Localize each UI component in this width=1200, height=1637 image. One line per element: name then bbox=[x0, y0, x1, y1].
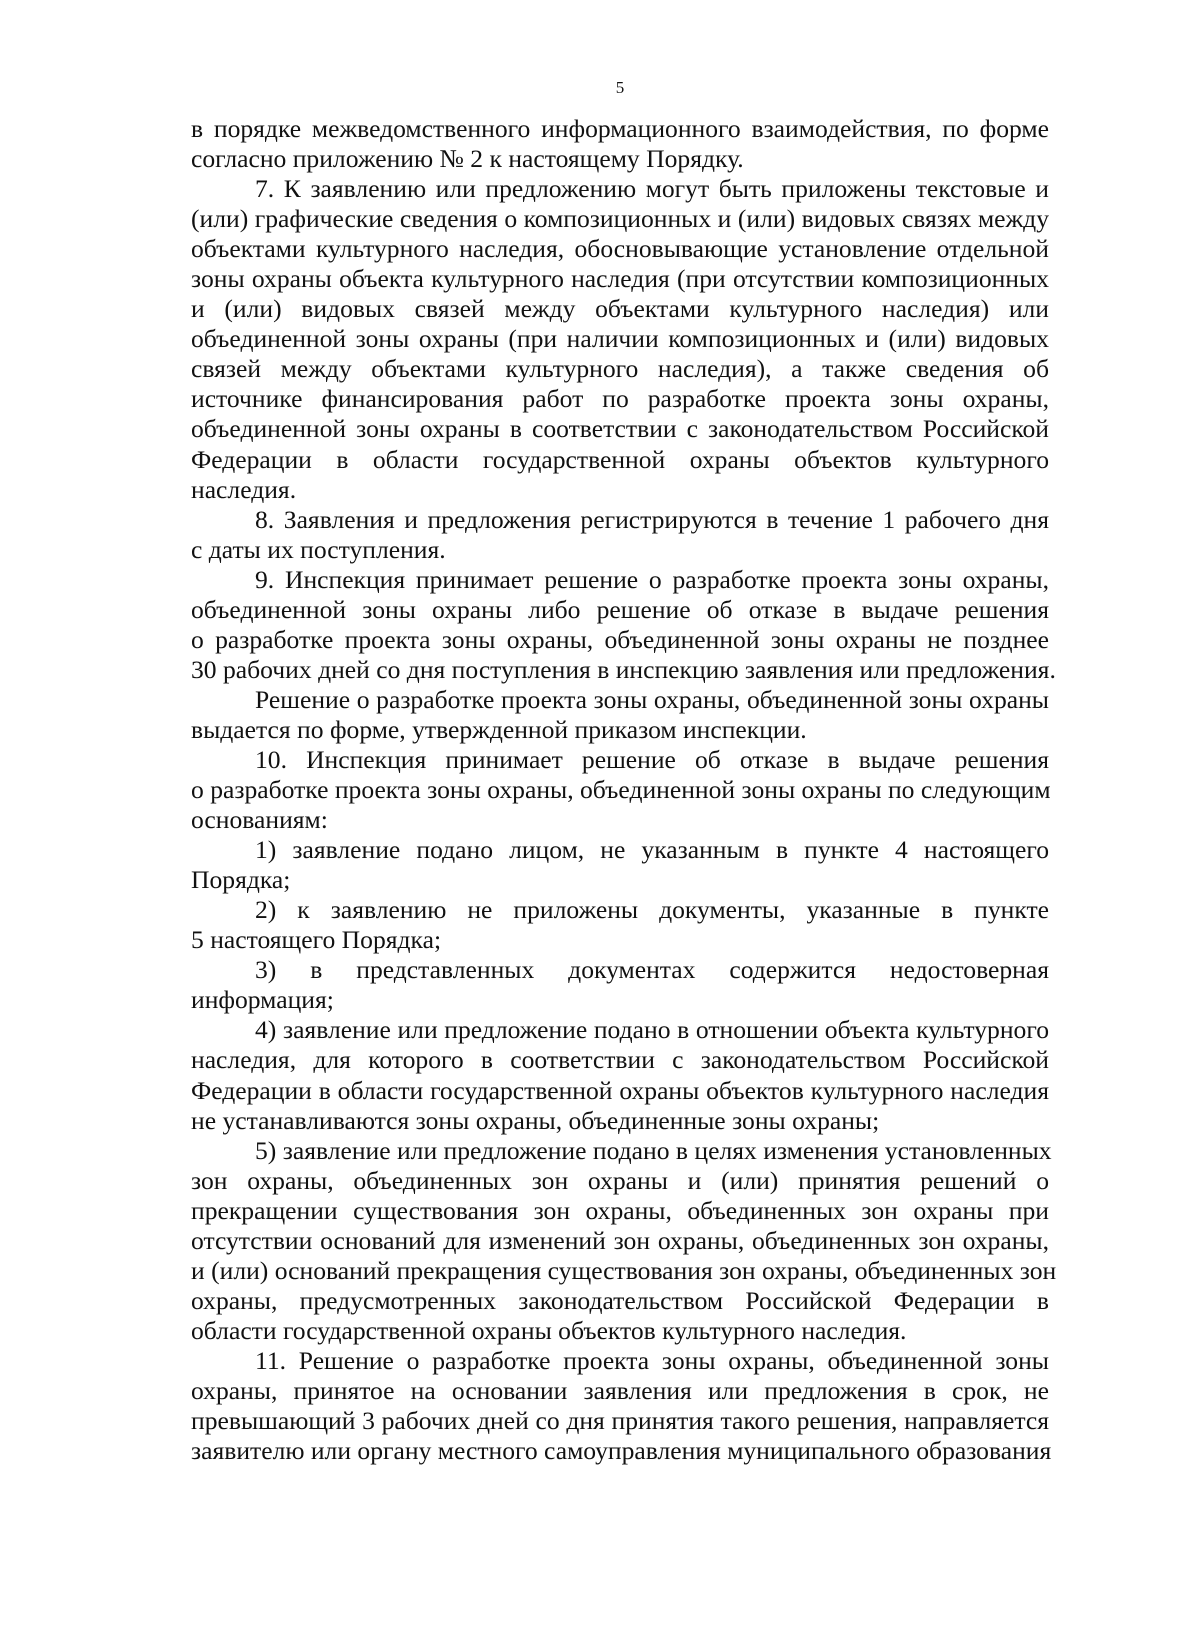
document-body bbox=[191, 114, 1057, 1466]
text-line: 10. Инспекция принимает решение об отказе в выдаче решения bbox=[255, 744, 1049, 774]
text-line: наследия, для которого в соответствии с законодательством Российской bbox=[191, 1045, 1049, 1075]
text-line: объединенной зоны охраны либо решение об отказе в выдаче решения bbox=[191, 594, 1049, 624]
text-line: 11. Решение о разработке проекта зоны охраны, объединенной зоны bbox=[255, 1345, 1049, 1375]
text-line: объектами культурного наследия, обосновывающие установление отдельной bbox=[191, 234, 1049, 264]
text-line: Федерации в области государственной охраны объектов культурного bbox=[191, 444, 1049, 474]
text-line: и (или) видовых связей между объектами культурного наследия) или bbox=[191, 294, 1049, 324]
text-line: и (или) оснований прекращения существования зон охраны, объединенных зон bbox=[191, 1255, 1057, 1285]
text-line: объединенной зоны охраны (при наличии композиционных и (или) видовых bbox=[191, 324, 1049, 354]
text-line: согласно приложению № 2 к настоящему Порядку. bbox=[191, 144, 744, 174]
text-line: с даты их поступления. bbox=[191, 534, 446, 564]
text-line: наследия. bbox=[191, 474, 297, 504]
text-line: о разработке проекта зоны охраны, объединенной зоны охраны по следующим bbox=[191, 775, 1051, 805]
text-line: Порядка; bbox=[191, 865, 291, 895]
text-line: информация; bbox=[191, 985, 334, 1015]
text-line: 2) к заявлению не приложены документы, указанные в пункте bbox=[255, 895, 1049, 925]
text-line: прекращении существования зон охраны, объединенных зон охраны при bbox=[191, 1195, 1049, 1225]
text-line: о разработке проекта зоны охраны, объединенной зоны охраны не позднее bbox=[191, 624, 1049, 654]
text-line: 9. Инспекция принимает решение о разработке проекта зоны охраны, bbox=[255, 564, 1049, 594]
text-line: отсутствии оснований для изменений зон охраны, объединенных зон охраны, bbox=[191, 1225, 1049, 1255]
page-number: 5 bbox=[615, 78, 625, 97]
text-line: зоны охраны объекта культурного наследия (при отсутствии композиционных bbox=[191, 264, 1049, 294]
text-line: 7. К заявлению или предложению могут быть приложены текстовые и bbox=[255, 174, 1049, 204]
text-line: (или) графические сведения о композиционных и (или) видовых связях между bbox=[191, 204, 1049, 234]
text-line: Решение о разработке проекта зоны охраны, объединенной зоны охраны bbox=[255, 684, 1049, 714]
text-line: заявителю или органу местного самоуправления муниципального образования bbox=[191, 1436, 1052, 1466]
text-line: превышающий 3 рабочих дней со дня принятия такого решения, направляется bbox=[191, 1406, 1049, 1436]
text-line: объединенной зоны охраны в соответствии с законодательством Российской bbox=[191, 414, 1049, 444]
text-line: 4) заявление или предложение подано в отношении объекта культурного bbox=[255, 1015, 1049, 1045]
text-line: основаниям: bbox=[191, 805, 328, 835]
text-line: в порядке межведомственного информационного взаимодействия, по форме bbox=[191, 114, 1049, 143]
text-line: Федерации в области государственной охраны объектов культурного наследия bbox=[191, 1075, 1049, 1105]
text-line: охраны, принятое на основании заявления или предложения в срок, не bbox=[191, 1375, 1049, 1405]
text-line: 3) в представленных документах содержится недостоверная bbox=[255, 955, 1049, 985]
text-line: 30 рабочих дней со дня поступления в инспекцию заявления или предложения. bbox=[191, 654, 1056, 684]
text-line: 1) заявление подано лицом, не указанным в пункте 4 настоящего bbox=[255, 835, 1049, 865]
text-line: не устанавливаются зоны охраны, объединенные зоны охраны; bbox=[191, 1105, 880, 1135]
text-line: охраны, предусмотренных законодательством Российской Федерации в bbox=[191, 1285, 1049, 1315]
text-line: связей между объектами культурного наследия), а также сведения об bbox=[191, 354, 1049, 384]
text-line: 8. Заявления и предложения регистрируются в течение 1 рабочего дня bbox=[255, 504, 1049, 534]
text-line: зон охраны, объединенных зон охраны и (или) принятия решений о bbox=[191, 1165, 1049, 1195]
text-line: 5) заявление или предложение подано в целях изменения установленных bbox=[255, 1135, 1052, 1165]
text-line: области государственной охраны объектов культурного наследия. bbox=[191, 1315, 907, 1345]
text-line: источнике финансирования работ по разработке проекта зоны охраны, bbox=[191, 384, 1049, 414]
text-line: 5 настоящего Порядка; bbox=[191, 925, 442, 955]
text-line: выдается по форме, утвержденной приказом инспекции. bbox=[191, 714, 807, 744]
